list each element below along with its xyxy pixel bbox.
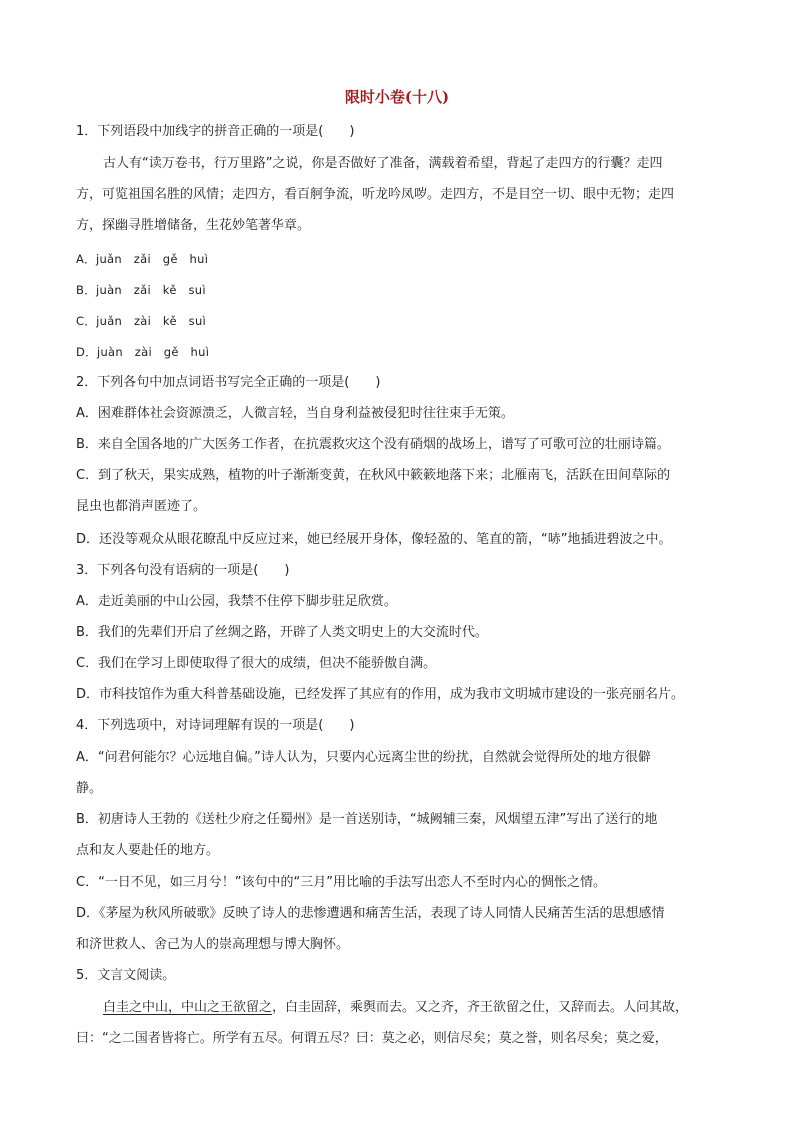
q5-stem: 5．文言文阅读。	[76, 968, 176, 983]
page-title: 限时小卷(十八)	[344, 88, 450, 106]
q3-option-d: D．市科技馆作为重大科普基础设施，已经发挥了其应有的作用，成为我市文明城市建设的一张亮丽名片。	[76, 687, 685, 702]
q2-option-c-cont: 昆虫也都消声匿迹了。	[76, 499, 207, 514]
q4-option-b-cont: 点和友人要赴任的地方。	[76, 843, 220, 858]
q1-option-d: D．juàn zài gě huì	[76, 345, 210, 359]
q2-stem: 2．下列各句中加点词语书写完全正确的一项是( )	[76, 375, 381, 390]
q1-passage-line: 方，探幽寻胜增储备，生花妙笔著华章。	[76, 218, 311, 233]
q2-option-c: C．到了秋天，果实成熟，植物的叶子渐渐变黄，在秋风中簌簌地落下来；北雁南飞，活跃在田间草际的	[76, 468, 671, 483]
passage-text: ，白圭固辞，乘舆而去。又之齐，齐王欲留之仕，又辞而去。人问其故，	[272, 1000, 689, 1015]
q2-option-d: D．还没等观众从眼花瞭乱中反应过来，她已经展开身体，像轻盈的、笔直的箭，“哧”地插进碧波之中。	[76, 532, 672, 547]
q4-option-a: A．“问君何能尔？心远地自偏。”诗人认为，只要内心远离尘世的纷扰，自然就会觉得所处的地方很僻	[76, 750, 651, 765]
q4-option-d: D．《茅屋为秋风所破歌》反映了诗人的悲惨遭遇和痛苦生活，表现了诗人同情人民痛苦生活的思想感情	[76, 906, 665, 921]
q2-option-b: B．来自全国各地的广大医务工作者，在抗震救灾这个没有硝烟的战场上，谱写了可歌可泣的壮丽诗篇。	[76, 437, 670, 452]
q2-option-a: A．困难群体社会资源溃乏，人微言轻，当自身利益被侵犯时往往束手无策。	[76, 406, 514, 421]
q3-option-c: C．我们在学习上即使取得了很大的成绩，但决不能骄傲自满。	[76, 656, 437, 671]
q5-passage-line: 曰：“之二国者皆将亡。所学有五尽。何谓五尽？曰：莫之必，则信尽矣；莫之誉，则名尽矣；莫之爱，	[76, 1031, 668, 1046]
q4-option-d-cont: 和济世救人、舍己为人的崇高理想与博大胸怀。	[76, 937, 350, 952]
q1-stem: 1．下列语段中加线字的拼音正确的一项是( )	[76, 124, 355, 139]
q3-option-b: B．我们的先辈们开启了丝绸之路，开辟了人类文明史上的大交流时代。	[76, 625, 488, 640]
q1-passage-line: 古人有“读万卷书，行万里路”之说，你是否做好了准备，满载着希望，背起了走四方的行囊？走四	[103, 156, 663, 171]
q1-option-a: A．juǎn zǎi gě huì	[76, 252, 209, 266]
q4-option-a-cont: 静。	[76, 781, 103, 796]
q4-stem: 4．下列选项中，对诗词理解有误的一项是( )	[76, 718, 355, 733]
q3-stem: 3．下列各句没有语病的一项是( )	[76, 563, 290, 578]
q4-option-b: B．初唐诗人王勃的《送杜少府之任蜀州》是一首送别诗，“城阙辅三秦，风烟望五津”写出了送行的地	[76, 812, 658, 827]
q4-option-c: C．“一日不见，如三月兮！”该句中的“三月”用比喻的手法写出恋人不至时内心的惆怅之情。	[76, 875, 607, 890]
underlined-sentence: 白圭之中山，中山之王欲留之	[103, 1000, 273, 1015]
q3-option-a: A．走近美丽的中山公园，我禁不住停下脚步驻足欣赏。	[76, 594, 397, 609]
q1-passage-line: 方，可览祖国名胜的风情；走四方，看百舸争流，听龙吟凤哕。走四方，不是目空一切、眼中无物；走四	[76, 187, 675, 202]
q1-option-c: C．juǎn zài kě suì	[76, 314, 207, 328]
q1-option-b: B．juàn zǎi kě suì	[76, 283, 206, 297]
q5-passage-line	[103, 1000, 748, 1016]
